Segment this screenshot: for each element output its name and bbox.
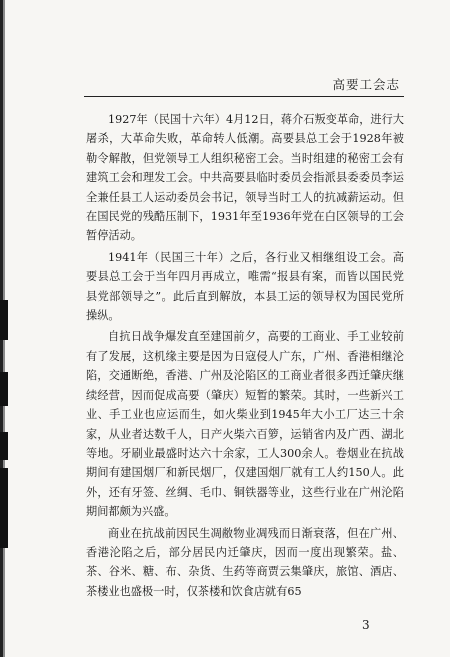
body-text <box>86 110 404 603</box>
paragraph-3: 自抗日战争爆发直至建国前夕，高要的工商业、手工业较前有了发展，这机缘主要是因为日寇侵人广东，广州、香港相继沦陷，交通断绝，香港、广州及沦陷区的工商业者很多西迁肇庆继续经营，因而促成高要（肇庆）短暂的繁荣。其时，一些新兴工业、手工业也应运而生，如火柴业到1945年大小工厂达三十余家，从业者达数千人，日产火柴六百箩，运销省内及广西、湖北等地。牙刷业最盛时达六十余家，工人300余人。卷烟业在抗战期间有建国烟厂和新民烟厂，仅建国烟厂就有工人约150人。此外，还有牙签、丝绸、毛巾、铜铁器等业，这些行业在广州沦陷期间都颇为兴盛。 <box>86 330 404 519</box>
page-number: 3 <box>362 618 370 632</box>
binding-edge-marks <box>0 0 8 657</box>
paragraph-1: 1927年（民国十六年）4月12日，蒋介石叛变革命，进行大屠杀，大革命失败，革命转人低潮。高要县总工会于1928年被勒令解散，但党领导工人组织秘密工会。当时组建的秘密工会有建筑工会和理发工会。中共高要县临时委员会指派县委委员李运全兼任县工人运动委员会书记，领导当时工人的抗减薪运动。但在国民党的残酷压制下，1931年至1936年党在白区领导的工会暂停活动。 <box>86 113 404 243</box>
running-header-title: 高要工会志 <box>332 77 400 92</box>
paragraph-2: 1941年（民国三十年）之后，各行业又相继组设工会。高要县总工会于当年四月再成立，唯需“报县有案，而皆以国民党县党部领导之”。此后直到解放，本县工运的领导权为国民党所操纵。 <box>86 250 404 323</box>
paragraph-4: 商业在抗战前因民生凋敝物业凋残而日渐衰落，但在广州、香港沦陷之后，部分居民内迁肇庆，因而一度出现繁荣。盐、茶、谷米、糖、布、杂货、生药等商贾云集肇庆，旅馆、酒店、茶楼业也盛极一时，仅茶楼和饮食店就有65 <box>86 526 404 598</box>
header-rule <box>84 96 404 97</box>
